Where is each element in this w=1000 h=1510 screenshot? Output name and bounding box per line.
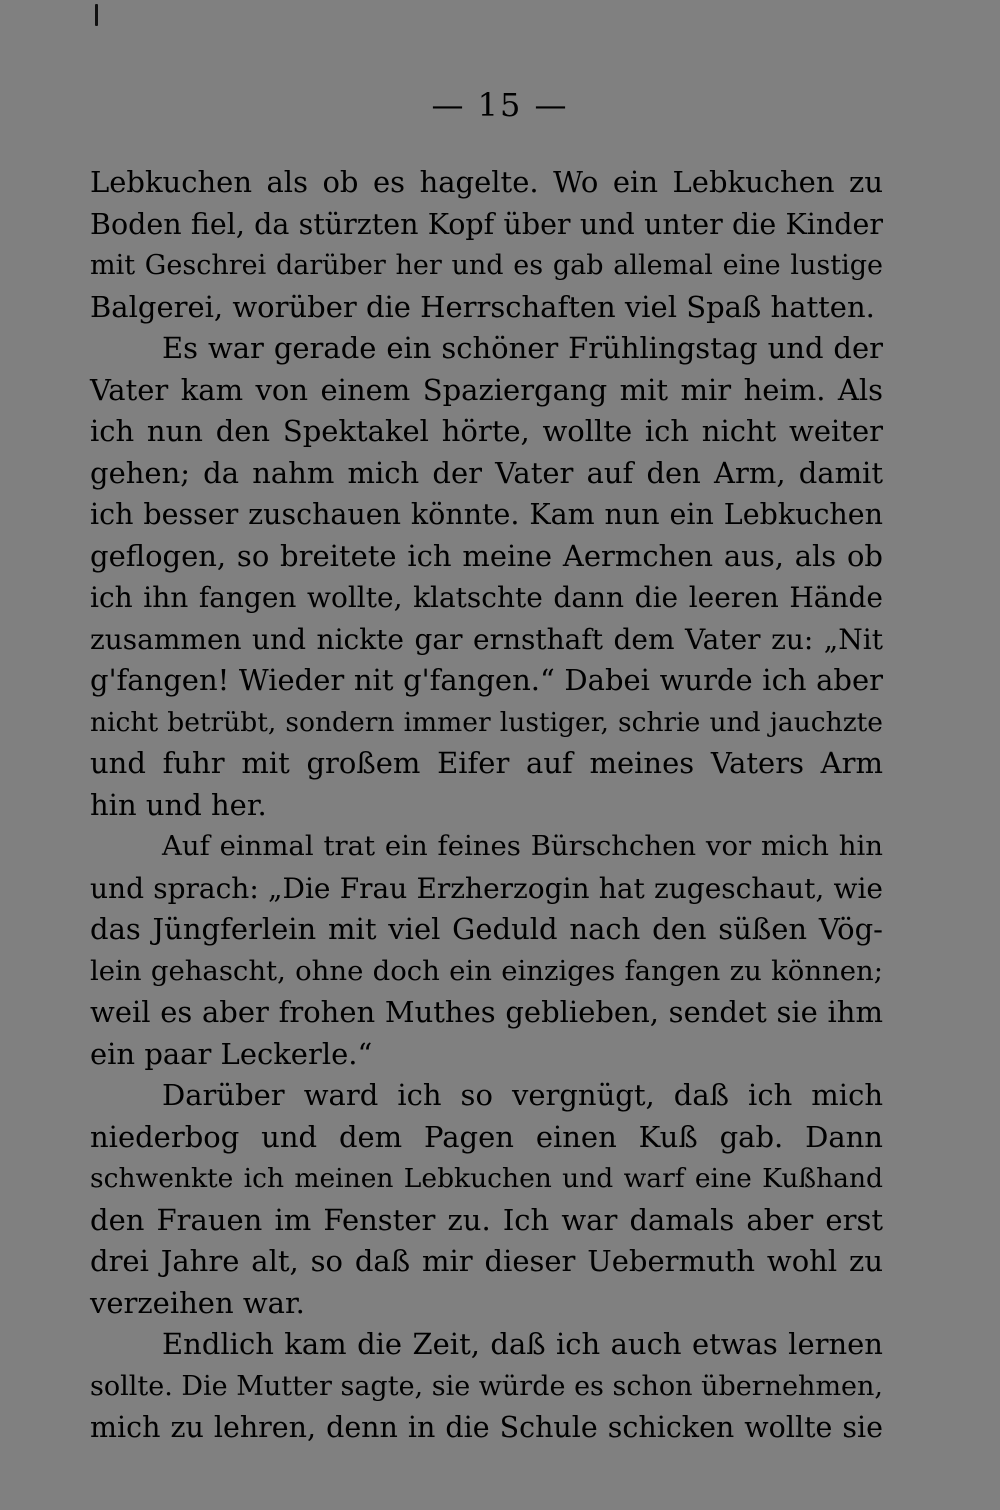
text-line: niederbog und dem Pagen einen Kuß gab. Dann [90, 1119, 883, 1154]
text-line: Es war gerade ein schöner Frühlingstag und der [162, 331, 883, 365]
body-text [90, 162, 883, 1449]
text-line: und fuhr mit großem Eifer auf meines Vaters Arm [90, 746, 883, 780]
text-line: und sprach: „Die Frau Erzherzogin hat zugeschaut, wie [90, 871, 883, 905]
text-line: ich besser zuschauen könnte. Kam nun ein Lebkuchen [90, 498, 883, 531]
text-line: sollte. Die Mutter sagte, sie würde es schon übernehmen, [90, 1370, 883, 1402]
text-line: Vater kam von einem Spaziergang mit mir heim. Als [90, 372, 883, 407]
text-line: Auf einmal trat ein feines Bürschchen vor mich hin [162, 830, 883, 862]
text-line: ein paar Leckerle.“ [90, 1036, 373, 1071]
text-line: gehen; da nahm mich der Vater auf den Arm, damit [90, 455, 883, 490]
text-line: g'fangen! Wieder nit g'fangen.“ Dabei wurde ich aber [90, 663, 883, 697]
text-line: weil es aber frohen Muthes geblieben, sendet sie ihm [90, 995, 883, 1029]
text-line: verzeihen war. [90, 1285, 305, 1320]
text-line: Lebkuchen als ob es hagelte. Wo ein Lebkuchen zu [90, 165, 883, 199]
text-line: lein gehascht, ohne doch ein einziges fangen zu können; [90, 954, 883, 987]
text-line: zusammen und nickte gar ernsthaft dem Vater zu: „Nit [90, 622, 883, 656]
text-line: ich ihn fangen wollte, klatschte dann die leeren Hände [90, 581, 883, 614]
text-line: Endlich kam die Zeit, daß ich auch etwas lernen [162, 1327, 883, 1361]
text-line: den Frauen im Fenster zu. Ich war damals aber erst [90, 1202, 883, 1237]
text-line: mit Geschrei darüber her und es gab allemal eine lustige [90, 250, 883, 281]
text-line: Boden fiel, da stürzten Kopf über und unter die Kinder [90, 207, 883, 241]
text-line: drei Jahre alt, so daß mir dieser Uebermuth wohl zu [90, 1244, 883, 1278]
text-line: nicht betrübt, sondern immer lustiger, schrie und jauchzte [90, 706, 883, 738]
text-line: schwenkte ich meinen Lebkuchen und warf eine Kußhand [90, 1163, 883, 1194]
text-line: mich zu lehren, denn in die Schule schicken wollte sie [90, 1411, 883, 1444]
text-line: ich nun den Spektakel hörte, wollte ich nicht weiter [90, 414, 883, 448]
page-number: — 15 — [431, 86, 569, 124]
text-line: Darüber ward ich so vergnügt, daß ich mich [162, 1078, 883, 1112]
text-line: hin und her. [90, 787, 267, 822]
text-line: das Jüngferlein mit viel Geduld nach den süßen Vög- [90, 912, 883, 946]
text-line: Balgerei, worüber die Herrschaften viel Spaß hatten. [90, 289, 875, 324]
text-line: geflogen, so breitete ich meine Aermchen aus, als ob [90, 538, 883, 573]
stray-ink-mark [95, 4, 98, 26]
